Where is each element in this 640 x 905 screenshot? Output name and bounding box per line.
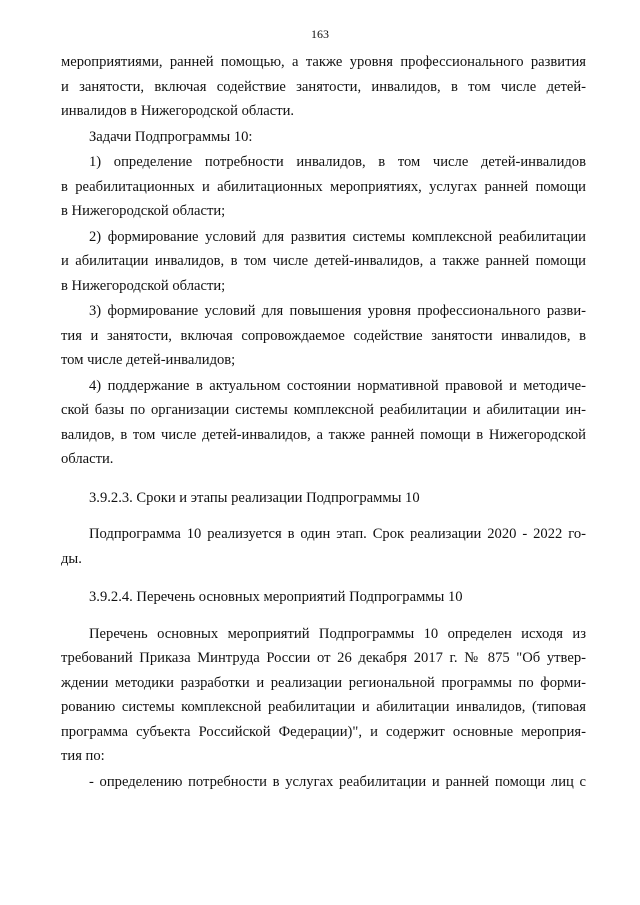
text-line: 3.9.2.4. Перечень основных мероприятий Подпрограммы 10 bbox=[89, 589, 463, 605]
text-line: Подпрограмма 10 реализуется в один этап. Срок реализации 2020 - 2022 го- bbox=[89, 526, 586, 542]
text-line: тия по: bbox=[61, 748, 105, 764]
text-line: области. bbox=[61, 451, 114, 467]
text-line: мероприятиями, ранней помощью, а также уровня профессионального развития bbox=[61, 54, 586, 70]
text-line: инвалидов в Нижегородской области. bbox=[61, 103, 295, 119]
text-line: - определению потребности в услугах реабилитации и ранней помощи лиц с bbox=[89, 773, 586, 790]
text-line: том числе детей-инвалидов; bbox=[61, 352, 236, 368]
paragraph-task-3 bbox=[61, 299, 586, 373]
text-line: 2) формирование условий для развития системы комплексной реабилитации bbox=[89, 228, 586, 245]
paragraph-section-3-9-2-3-body bbox=[61, 522, 586, 571]
text-line: рованию системы комплексной реабилитации и абилитации инвалидов, (типовая bbox=[61, 699, 586, 715]
paragraph-task-1 bbox=[61, 150, 586, 224]
text-line: 3.9.2.3. Сроки и этапы реализации Подпрограммы 10 bbox=[89, 489, 420, 506]
page-number: 163 bbox=[311, 27, 329, 41]
text-line: тия и занятости, включая сопровождаемое содействие занятости инвалидов, в bbox=[61, 327, 586, 344]
text-line: и занятости, включая содействие занятости, инвалидов, в том числе детей- bbox=[61, 78, 586, 95]
paragraph-task-4 bbox=[61, 374, 586, 472]
text-line: и абилитации инвалидов, в том числе детей-инвалидов, а также ранней помощи bbox=[61, 253, 586, 269]
page-content bbox=[61, 50, 586, 794]
text-line: валидов, в том числе детей-инвалидов, а также ранней помощи в Нижегородской bbox=[61, 426, 586, 443]
text-line: в Нижегородской области; bbox=[61, 277, 226, 294]
text-line: в Нижегородской области; bbox=[61, 203, 226, 219]
text-line: 1) определение потребности инвалидов, в том числе детей-инвалидов bbox=[89, 154, 586, 170]
text-line: 3) формирование условий для повышения уровня профессионального разви- bbox=[89, 303, 586, 319]
text-line: ды. bbox=[61, 550, 82, 567]
paragraph-task-2 bbox=[61, 225, 586, 299]
text-line: ской базы по организации системы комплексной реабилитации и абилитации ин- bbox=[61, 402, 586, 418]
text-line: в реабилитационных и абилитационных мероприятиях, услугах ранней помощи bbox=[61, 178, 586, 195]
paragraph-tasks-heading bbox=[61, 125, 586, 150]
text-line: 4) поддержание в актуальном состоянии нормативной правовой и методиче- bbox=[89, 377, 586, 394]
text-line: ждении методики разработки и реализации региональной программы по форми- bbox=[61, 674, 586, 691]
text-line: программа субъекта Российской Федерации)", и содержит основные мероприя- bbox=[61, 723, 586, 740]
text-line: Задачи Подпрограммы 10: bbox=[89, 128, 253, 145]
paragraph-section-3-9-2-4-body bbox=[61, 622, 586, 769]
text-line: Перечень основных мероприятий Подпрограммы 10 определен исходя из bbox=[89, 625, 586, 642]
section-heading-3-9-2-3 bbox=[61, 486, 586, 511]
paragraph-intro-continuation bbox=[61, 50, 586, 124]
list-item-determination bbox=[61, 770, 586, 795]
text-line: требований Приказа Минтруда России от 26 декабря 2017 г. № 875 "Об утвер- bbox=[61, 650, 586, 666]
section-heading-3-9-2-4 bbox=[61, 585, 586, 610]
